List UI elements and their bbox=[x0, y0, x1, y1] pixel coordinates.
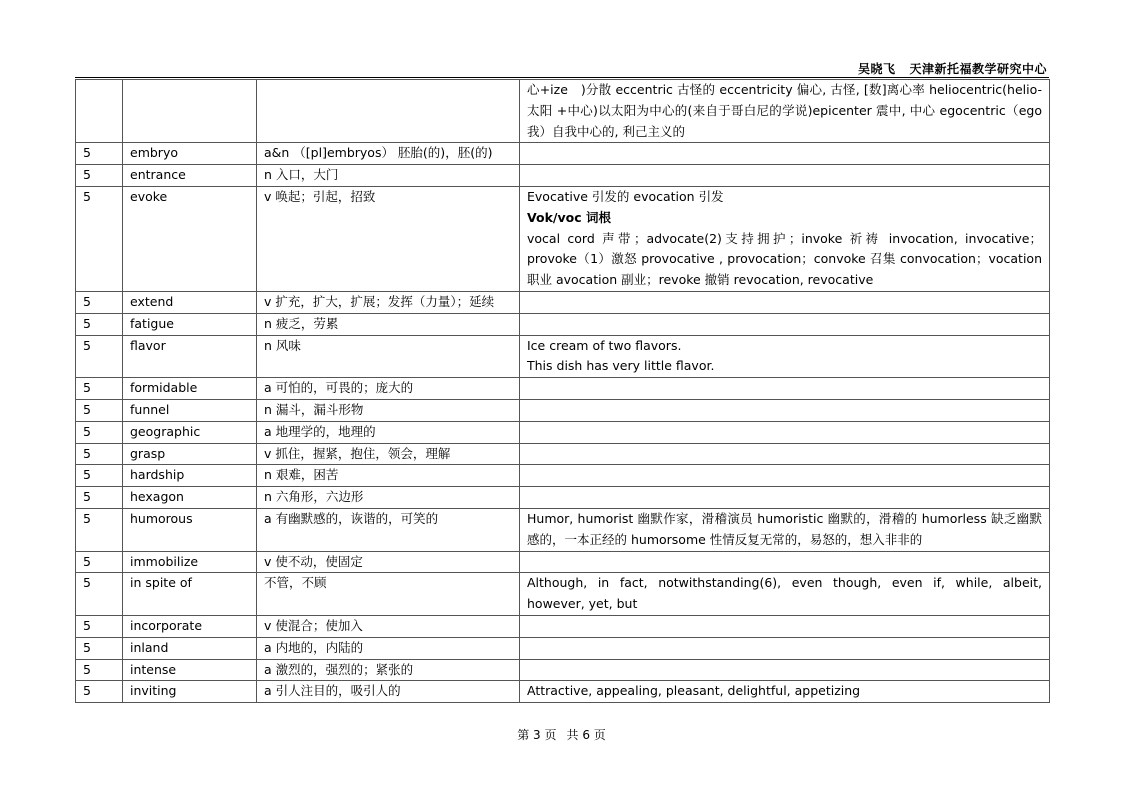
example-line: Humor, humorist 幽默作家，滑稽演员 humoristic 幽默的，滑稽的 humorless 缺乏幽默感的，一本正经的 humorsome 性情反复无常的，易怒的，想入非非的 bbox=[527, 510, 1042, 547]
rank-cell: 5 bbox=[76, 508, 123, 551]
example-cell bbox=[520, 615, 1050, 637]
page-header bbox=[858, 60, 1047, 77]
word-cell: entrance bbox=[123, 165, 257, 187]
definition-cell: n 疲乏，劳累 bbox=[257, 313, 520, 335]
rank-cell: 5 bbox=[76, 291, 123, 313]
word-cell: fatigue bbox=[123, 313, 257, 335]
definition-cell: v 抓住，握紧，抱住，领会，理解 bbox=[257, 443, 520, 465]
table-row bbox=[76, 659, 1050, 681]
example-cell bbox=[520, 378, 1050, 400]
example-cell bbox=[520, 551, 1050, 573]
table-row bbox=[76, 421, 1050, 443]
rank-cell: 5 bbox=[76, 399, 123, 421]
word-cell: flavor bbox=[123, 335, 257, 378]
header-author: 吴晓飞 bbox=[857, 62, 896, 76]
example-cell bbox=[520, 659, 1050, 681]
word-cell: inviting bbox=[123, 681, 257, 703]
rank-cell: 5 bbox=[76, 443, 123, 465]
table-row bbox=[76, 637, 1050, 659]
example-cell bbox=[520, 421, 1050, 443]
word-cell: humorous bbox=[123, 508, 257, 551]
example-line: vocal cord 声带；advocate(2)支持拥护；invoke 祈祷 invocation, invocative；provoke（1）激怒 provocative , provocation；convoke 召集 convocation；vocation 职业 avocation 副业；revoke 撤销 revocation, revocative bbox=[527, 230, 1042, 288]
example-cell bbox=[520, 165, 1050, 187]
rank-cell: 5 bbox=[76, 165, 123, 187]
table-row bbox=[76, 143, 1050, 165]
rank-cell: 5 bbox=[76, 659, 123, 681]
rank-cell: 5 bbox=[76, 551, 123, 573]
rank-cell: 5 bbox=[76, 637, 123, 659]
page-total: 共 6 页 bbox=[566, 728, 606, 742]
word-cell: grasp bbox=[123, 443, 257, 465]
definition-cell: n 六角形，六边形 bbox=[257, 487, 520, 509]
example-line: Evocative 引发的 evocation 引发 bbox=[527, 188, 724, 204]
definition-cell: n 漏斗，漏斗形物 bbox=[257, 399, 520, 421]
table-row bbox=[76, 465, 1050, 487]
table-row bbox=[76, 335, 1050, 378]
example-cell bbox=[520, 80, 1050, 143]
example-line: Attractive, appealing, pleasant, delightful, appetizing bbox=[527, 683, 861, 699]
page-number: 第 3 页 bbox=[517, 728, 557, 742]
word-cell: funnel bbox=[123, 399, 257, 421]
definition-cell: a 可怕的，可畏的；庞大的 bbox=[257, 378, 520, 400]
example-line: 心+ize )分散 eccentric 古怪的 eccentricity 偏心, 古怪, [数]离心率 heliocentric(helio-太阳 +中心)以太阳为中心的(来自于哥白尼的学说)epicenter 震中, 中心 egocentric（ego 我）自我中心的, 利己主义的 bbox=[527, 82, 1042, 139]
table-row bbox=[76, 313, 1050, 335]
rank-cell: 5 bbox=[76, 573, 123, 616]
rank-cell: 5 bbox=[76, 186, 123, 291]
example-line: This dish has very little flavor. bbox=[527, 358, 715, 374]
definition-cell: n 入口，大门 bbox=[257, 165, 520, 187]
example-cell bbox=[520, 186, 1050, 291]
word-cell: hardship bbox=[123, 465, 257, 487]
rank-cell: 5 bbox=[76, 143, 123, 165]
table-row bbox=[76, 186, 1050, 291]
definition-cell: v 使混合；使加入 bbox=[257, 615, 520, 637]
table-row bbox=[76, 443, 1050, 465]
example-cell bbox=[520, 335, 1050, 378]
example-cell bbox=[520, 313, 1050, 335]
example-line: Ice cream of two flavors. bbox=[527, 337, 682, 353]
word-cell: geographic bbox=[123, 421, 257, 443]
example-line: Although, in fact, notwithstanding(6), even though, even if, while, albeit, however, yet, but bbox=[527, 575, 1042, 612]
rank-cell bbox=[76, 80, 123, 143]
word-cell: evoke bbox=[123, 186, 257, 291]
word-cell: hexagon bbox=[123, 487, 257, 509]
definition-cell: v 唤起；引起，招致 bbox=[257, 186, 520, 291]
table-row bbox=[76, 399, 1050, 421]
word-cell: incorporate bbox=[123, 615, 257, 637]
example-cell bbox=[520, 291, 1050, 313]
word-cell: formidable bbox=[123, 378, 257, 400]
rank-cell: 5 bbox=[76, 615, 123, 637]
table-row bbox=[76, 165, 1050, 187]
definition-cell: 不管，不顾 bbox=[257, 573, 520, 616]
example-cell bbox=[520, 681, 1050, 703]
example-cell bbox=[520, 443, 1050, 465]
header-rule bbox=[75, 77, 1049, 78]
definition-cell: n 艰难，困苦 bbox=[257, 465, 520, 487]
table-row bbox=[76, 80, 1050, 143]
root-heading: Vok/voc 词根 bbox=[527, 209, 611, 225]
table-row bbox=[76, 681, 1050, 703]
rank-cell: 5 bbox=[76, 465, 123, 487]
rank-cell: 5 bbox=[76, 681, 123, 703]
example-cell bbox=[520, 508, 1050, 551]
rank-cell: 5 bbox=[76, 313, 123, 335]
definition-cell: a 地理学的，地理的 bbox=[257, 421, 520, 443]
definition-cell: a&n （[pl]embryos） 胚胎(的)，胚(的) bbox=[257, 143, 520, 165]
table-row bbox=[76, 551, 1050, 573]
table-row bbox=[76, 615, 1050, 637]
table-row bbox=[76, 291, 1050, 313]
table-row bbox=[76, 573, 1050, 616]
definition-cell: a 激烈的，强烈的；紧张的 bbox=[257, 659, 520, 681]
definition-cell: v 扩充，扩大，扩展；发挥（力量）；延续 bbox=[257, 291, 520, 313]
example-cell bbox=[520, 573, 1050, 616]
rank-cell: 5 bbox=[76, 335, 123, 378]
page-footer bbox=[0, 726, 1123, 743]
rank-cell: 5 bbox=[76, 421, 123, 443]
word-cell bbox=[123, 80, 257, 143]
example-cell bbox=[520, 487, 1050, 509]
table-row bbox=[76, 378, 1050, 400]
example-cell bbox=[520, 143, 1050, 165]
word-cell: embryo bbox=[123, 143, 257, 165]
vocabulary-table bbox=[75, 79, 1050, 703]
word-cell: in spite of bbox=[123, 573, 257, 616]
definition-cell: v 使不动，使固定 bbox=[257, 551, 520, 573]
word-cell: extend bbox=[123, 291, 257, 313]
example-cell bbox=[520, 465, 1050, 487]
definition-cell: a 内地的，内陆的 bbox=[257, 637, 520, 659]
definition-cell: a 有幽默感的，诙谐的，可笑的 bbox=[257, 508, 520, 551]
table-row bbox=[76, 487, 1050, 509]
definition-cell: a 引人注目的，吸引人的 bbox=[257, 681, 520, 703]
example-cell bbox=[520, 637, 1050, 659]
word-cell: immobilize bbox=[123, 551, 257, 573]
rank-cell: 5 bbox=[76, 378, 123, 400]
table-row bbox=[76, 508, 1050, 551]
word-cell: inland bbox=[123, 637, 257, 659]
word-cell: intense bbox=[123, 659, 257, 681]
definition-cell bbox=[257, 80, 520, 143]
header-organization: 天津新托福教学研究中心 bbox=[909, 62, 1047, 76]
rank-cell: 5 bbox=[76, 487, 123, 509]
example-cell bbox=[520, 399, 1050, 421]
definition-cell: n 风味 bbox=[257, 335, 520, 378]
